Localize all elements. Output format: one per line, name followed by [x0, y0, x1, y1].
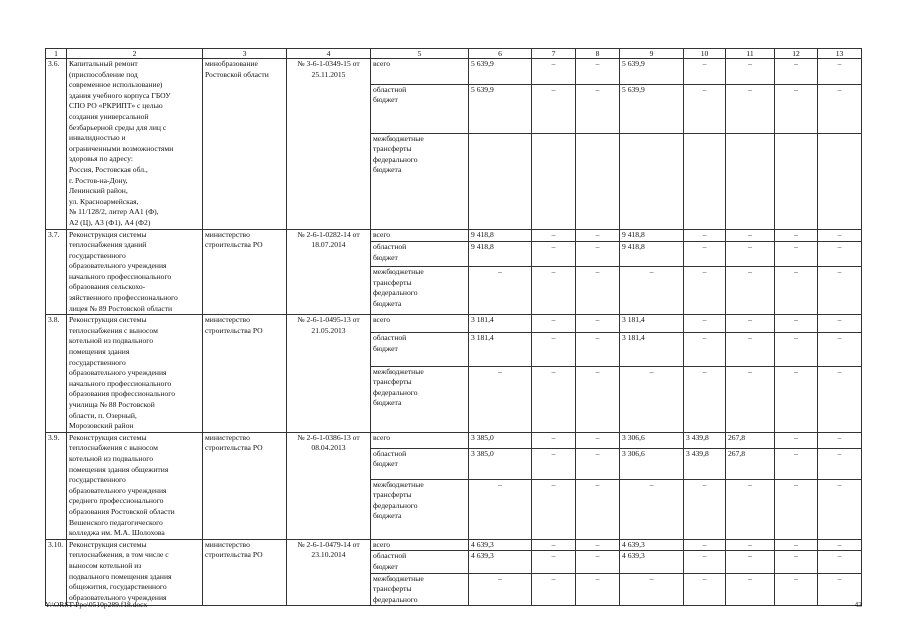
- column-number: 4: [287, 49, 371, 59]
- amount-cell: –: [726, 84, 775, 133]
- column-number: 3: [203, 49, 287, 59]
- amount-cell: –: [726, 59, 775, 85]
- amount-cell: –: [576, 479, 620, 539]
- amount-cell: –: [684, 366, 726, 432]
- funding-source: областной бюджет: [371, 551, 469, 573]
- amount-cell: –: [726, 551, 775, 573]
- object-description: Реконструкция системы теплоснабжения зданий государственного образовательного учреждения начального профессионального образования сельскохо- зяйственного профессионального лицея № 89 Ростовской области: [67, 229, 203, 315]
- amount-cell: –: [726, 573, 775, 606]
- funding-source: межбюджетные трансферты федерального бюджета: [371, 479, 469, 539]
- amount-cell: 3 306,6: [620, 448, 684, 479]
- amount-cell: –: [684, 59, 726, 85]
- funding-source: межбюджетные трансферты федерального: [371, 573, 469, 606]
- amount-cell: [532, 133, 576, 229]
- funding-source: областной бюджет: [371, 332, 469, 366]
- item-number: 3.9.: [46, 432, 67, 539]
- amount-cell: 5 639,9: [620, 84, 684, 133]
- responsible-organization: министерство строительства РО: [203, 539, 287, 606]
- amount-cell: –: [684, 315, 726, 333]
- amount-cell: –: [775, 448, 818, 479]
- amount-cell: –: [684, 539, 726, 551]
- object-description: Реконструкция системы теплоснабжения, в том числе с выносом котельной из подвального помещения здания общежития, государственного образовательного учреждения: [67, 539, 203, 606]
- amount-cell: –: [775, 267, 818, 315]
- amount-cell: 9 418,8: [620, 242, 684, 267]
- responsible-organization: министерство строительства РО: [203, 315, 287, 433]
- amount-cell: 267,8: [726, 448, 775, 479]
- amount-cell: –: [818, 366, 862, 432]
- amount-cell: –: [576, 229, 620, 242]
- amount-cell: –: [576, 59, 620, 85]
- amount-cell: [469, 133, 532, 229]
- funding-source: всего: [371, 315, 469, 333]
- amount-cell: –: [576, 539, 620, 551]
- amount-cell: –: [684, 573, 726, 606]
- amount-cell: –: [532, 84, 576, 133]
- amount-cell: 267,8: [726, 432, 775, 448]
- amount-cell: 3 181,4: [469, 315, 532, 333]
- amount-cell: –: [775, 573, 818, 606]
- amount-cell: 3 181,4: [469, 332, 532, 366]
- column-number: 13: [818, 49, 862, 59]
- table-row: [46, 315, 862, 333]
- amount-cell: –: [620, 267, 684, 315]
- amount-cell: –: [775, 539, 818, 551]
- amount-cell: –: [620, 573, 684, 606]
- amount-cell: –: [726, 229, 775, 242]
- column-number: 8: [576, 49, 620, 59]
- amount-cell: –: [684, 332, 726, 366]
- amount-cell: –: [576, 551, 620, 573]
- item-number: 3.10.: [46, 539, 67, 606]
- amount-cell: –: [469, 366, 532, 432]
- table-row: [46, 59, 862, 85]
- amount-cell: –: [532, 573, 576, 606]
- amount-cell: –: [532, 242, 576, 267]
- amount-cell: –: [684, 242, 726, 267]
- amount-cell: 4 639,3: [469, 551, 532, 573]
- amount-cell: –: [775, 229, 818, 242]
- column-number: 10: [684, 49, 726, 59]
- amount-cell: –: [818, 573, 862, 606]
- funding-source: всего: [371, 539, 469, 551]
- amount-cell: –: [775, 479, 818, 539]
- amount-cell: –: [469, 479, 532, 539]
- column-number: 11: [726, 49, 775, 59]
- item-number: 3.6.: [46, 59, 67, 230]
- amount-cell: –: [532, 332, 576, 366]
- amount-cell: –: [818, 448, 862, 479]
- amount-cell: [726, 133, 775, 229]
- funding-source: межбюджетные трансферты федерального бюджета: [371, 366, 469, 432]
- amount-cell: –: [532, 479, 576, 539]
- funding-source: всего: [371, 59, 469, 85]
- amount-cell: 9 418,8: [469, 229, 532, 242]
- amount-cell: –: [684, 267, 726, 315]
- document-reference: № 3-6-1-0349-15 от 25.11.2015: [287, 59, 371, 230]
- amount-cell: –: [818, 539, 862, 551]
- item-number: 3.8.: [46, 315, 67, 433]
- amount-cell: –: [775, 242, 818, 267]
- amount-cell: –: [775, 315, 818, 333]
- item-number: 3.7.: [46, 229, 67, 315]
- amount-cell: –: [726, 539, 775, 551]
- amount-cell: –: [726, 332, 775, 366]
- responsible-organization: минобразование Ростовской области: [203, 59, 287, 230]
- funding-source: областной бюджет: [371, 448, 469, 479]
- amount-cell: –: [775, 84, 818, 133]
- amount-cell: –: [726, 366, 775, 432]
- amount-cell: –: [576, 432, 620, 448]
- object-description: Реконструкция системы теплоснабжения с выносом котельной из подвального помещения здания государственного образовательного учреждения начального профессионального образования профессионального училища № 88 Ростовской области, п. Озерный, Морозовский район: [67, 315, 203, 433]
- amount-cell: 9 418,8: [620, 229, 684, 242]
- amount-cell: –: [775, 432, 818, 448]
- funding-source: межбюджетные трансферты федерального бюджета: [371, 133, 469, 229]
- amount-cell: –: [532, 448, 576, 479]
- amount-cell: –: [576, 84, 620, 133]
- funding-source: межбюджетные трансферты федерального бюджета: [371, 267, 469, 315]
- table-row: [46, 432, 862, 448]
- amount-cell: –: [818, 432, 862, 448]
- amount-cell: –: [576, 448, 620, 479]
- column-number-row: [46, 49, 862, 59]
- column-number: 1: [46, 49, 67, 59]
- amount-cell: –: [726, 242, 775, 267]
- funding-source: областной бюджет: [371, 242, 469, 267]
- amount-cell: 5 639,9: [469, 59, 532, 85]
- amount-cell: –: [532, 366, 576, 432]
- footer-file-path: Y:\ORST\Ppo\0510p289.f18.docx: [45, 600, 148, 609]
- document-reference: № 2-6-1-0479-14 от 23.10.2014: [287, 539, 371, 606]
- amount-cell: –: [818, 332, 862, 366]
- amount-cell: 3 439,8: [684, 448, 726, 479]
- amount-cell: –: [818, 229, 862, 242]
- amount-cell: –: [576, 573, 620, 606]
- amount-cell: 3 439,8: [684, 432, 726, 448]
- column-number: 2: [67, 49, 203, 59]
- page-number: 43: [854, 600, 862, 609]
- amount-cell: –: [818, 479, 862, 539]
- amount-cell: –: [684, 229, 726, 242]
- amount-cell: –: [684, 84, 726, 133]
- amount-cell: –: [818, 267, 862, 315]
- responsible-organization: министерство строительства РО: [203, 229, 287, 315]
- amount-cell: –: [775, 332, 818, 366]
- object-description: Капитальный ремонт (приспособление под современное использование) здания учебного корпуса ГБОУ СПО РО «РКРИПТ» с целью создания универсальной безбарьерной среды для лиц с инвалидностью и ограниченными возможностями здоровья по адресу: Россия, Ростовская обл., г. Ростов-на-Дону, Ленинский район, ул. Красноармейская, № 11/128/2, литер АА1 (Ф), А2 (Ц), А3 (Ф1), А4 (Ф2): [67, 59, 203, 230]
- amount-cell: –: [726, 479, 775, 539]
- amount-cell: –: [576, 242, 620, 267]
- amount-cell: [576, 133, 620, 229]
- document-reference: № 2-6-1-0495-13 от 21.05.2013: [287, 315, 371, 433]
- amount-cell: 4 639,3: [620, 551, 684, 573]
- amount-cell: –: [532, 551, 576, 573]
- amount-cell: [818, 133, 862, 229]
- table-row: [46, 229, 862, 242]
- amount-cell: –: [532, 229, 576, 242]
- amount-cell: 4 639,3: [620, 539, 684, 551]
- funding-source: областной бюджет: [371, 84, 469, 133]
- amount-cell: 3 181,4: [620, 332, 684, 366]
- amount-cell: –: [532, 315, 576, 333]
- amount-cell: –: [775, 59, 818, 85]
- amount-cell: –: [576, 366, 620, 432]
- column-number: 9: [620, 49, 684, 59]
- amount-cell: –: [726, 267, 775, 315]
- amount-cell: –: [532, 432, 576, 448]
- amount-cell: –: [818, 59, 862, 85]
- document-reference: № 2-6-1-0282-14 от 18.07.2014: [287, 229, 371, 315]
- amount-cell: –: [620, 479, 684, 539]
- budget-table: [45, 48, 862, 606]
- amount-cell: [684, 133, 726, 229]
- amount-cell: 9 418,8: [469, 242, 532, 267]
- column-number: 6: [469, 49, 532, 59]
- object-description: Реконструкция системы теплоснабжения с выносом котельной из подвального помещения здания общежития государственного образовательного учреждения среднего профессионального образования Ростовской области Вешенского педагогического колледжа им. М.А. Шолохова: [67, 432, 203, 539]
- column-number: 12: [775, 49, 818, 59]
- amount-cell: –: [775, 551, 818, 573]
- amount-cell: 4 639,3: [469, 539, 532, 551]
- column-number: 7: [532, 49, 576, 59]
- amount-cell: –: [818, 551, 862, 573]
- responsible-organization: министерство строительства РО: [203, 432, 287, 539]
- amount-cell: –: [532, 539, 576, 551]
- funding-source: всего: [371, 432, 469, 448]
- amount-cell: [775, 133, 818, 229]
- amount-cell: 5 639,9: [620, 59, 684, 85]
- amount-cell: –: [576, 267, 620, 315]
- amount-cell: –: [818, 242, 862, 267]
- amount-cell: 3 306,6: [620, 432, 684, 448]
- amount-cell: –: [726, 315, 775, 333]
- amount-cell: [620, 133, 684, 229]
- funding-source: всего: [371, 229, 469, 242]
- column-number: 5: [371, 49, 469, 59]
- amount-cell: –: [469, 573, 532, 606]
- amount-cell: –: [576, 315, 620, 333]
- amount-cell: –: [818, 84, 862, 133]
- amount-cell: –: [469, 267, 532, 315]
- amount-cell: –: [532, 59, 576, 85]
- amount-cell: –: [684, 479, 726, 539]
- table-row: [46, 539, 862, 551]
- amount-cell: –: [532, 267, 576, 315]
- amount-cell: –: [684, 551, 726, 573]
- amount-cell: 3 385,0: [469, 448, 532, 479]
- amount-cell: 5 639,9: [469, 84, 532, 133]
- amount-cell: 3 181,4: [620, 315, 684, 333]
- document-reference: № 2-6-1-0386-13 от 08.04.2013: [287, 432, 371, 539]
- amount-cell: –: [620, 366, 684, 432]
- amount-cell: 3 385,0: [469, 432, 532, 448]
- amount-cell: –: [775, 366, 818, 432]
- amount-cell: –: [818, 315, 862, 333]
- amount-cell: –: [576, 332, 620, 366]
